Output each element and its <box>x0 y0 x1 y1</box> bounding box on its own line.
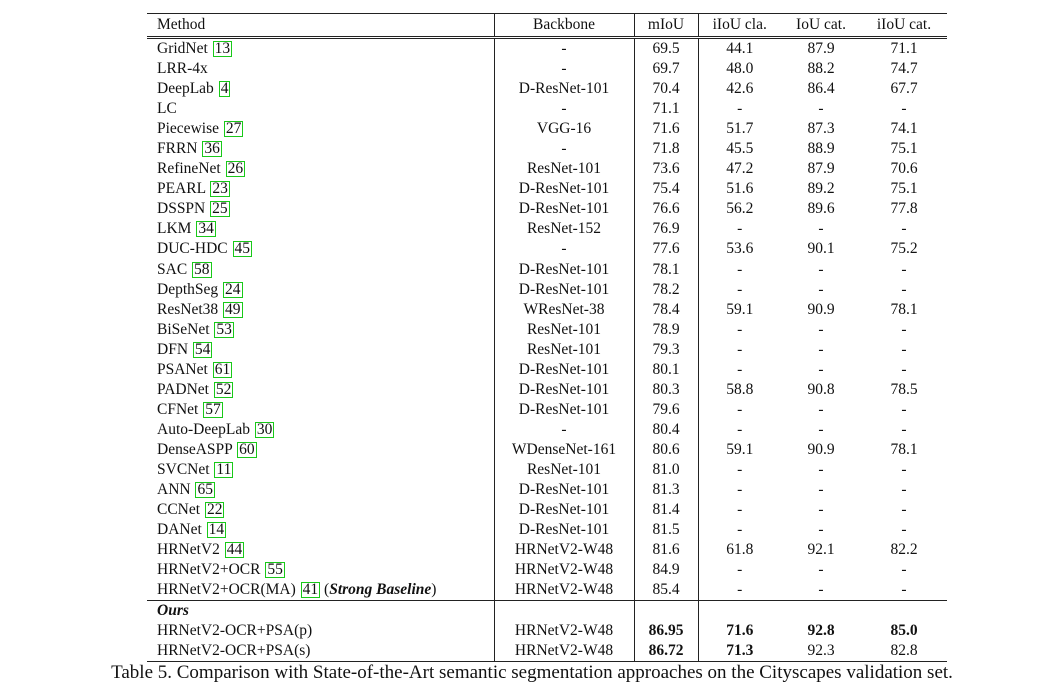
method-name: DFN <box>157 340 189 358</box>
iiou-cla-cell: 42.6 <box>726 80 754 98</box>
iou-cat-cell: 90.9 <box>807 300 835 318</box>
strong-baseline-label: Strong Baseline <box>329 581 432 599</box>
table-caption: Table 5. Comparison with State-of-the-Art semantic segmentation approaches on the Cityscapes validation set. <box>111 662 953 683</box>
backbone-cell: - <box>494 420 634 440</box>
iiou-cla-cell: - <box>737 340 743 358</box>
iiou-cla-cell: - <box>737 400 743 418</box>
miou-cell: 85.4 <box>634 580 698 601</box>
iiou-cat-cell: 78.1 <box>890 440 918 458</box>
results-table <box>147 13 947 662</box>
method-name: DSSPN <box>157 200 206 218</box>
iiou-cat-cell: - <box>901 100 907 118</box>
iiou-cla-cell: - <box>737 481 743 499</box>
method-cell <box>147 320 494 340</box>
method-cell <box>147 38 494 60</box>
citation-link[interactable]: 36 <box>204 140 220 158</box>
iou-cat-cell: 90.8 <box>807 380 835 398</box>
backbone-cell: D-ResNet-101 <box>494 280 634 300</box>
method-name: DepthSeg <box>157 280 219 298</box>
method-name: RefineNet <box>157 160 221 178</box>
iiou-cat-cell: - <box>901 581 907 599</box>
iiou-cat-cell: - <box>901 220 907 238</box>
backbone-cell: D-ResNet-101 <box>494 199 634 219</box>
method-name: HRNetV2+OCR <box>157 561 261 579</box>
table-row <box>147 400 947 420</box>
suffix-close-paren: ) <box>431 581 437 599</box>
method-cell <box>147 219 494 239</box>
iiou-cat-cell: - <box>901 521 907 539</box>
backbone-cell: D-ResNet-101 <box>494 380 634 400</box>
method-cell <box>147 260 494 280</box>
backbone-cell: HRNetV2-W48 <box>494 560 634 580</box>
backbone-cell: WDenseNet-161 <box>494 440 634 460</box>
backbone-cell: ResNet-101 <box>494 159 634 179</box>
iou-cat-cell: - <box>818 400 824 418</box>
header-method: Method <box>147 14 494 38</box>
iou-cat-cell: 90.9 <box>807 440 835 458</box>
miou-cell: 73.6 <box>634 159 698 179</box>
miou-cell: 81.3 <box>634 480 698 500</box>
iiou-cat-cell: 82.8 <box>890 642 918 660</box>
table-row <box>147 540 947 560</box>
iiou-cat-cell: 67.7 <box>890 80 918 98</box>
citation-link[interactable]: 65 <box>197 481 213 499</box>
backbone-cell: D-ResNet-101 <box>494 520 634 540</box>
citation-link[interactable]: 44 <box>226 541 243 559</box>
iiou-cat-cell: 74.7 <box>890 60 918 78</box>
miou-cell: 71.6 <box>634 119 698 139</box>
iiou-cla-cell: - <box>737 280 743 298</box>
method-cell <box>147 199 494 219</box>
miou-cell: 71.8 <box>634 139 698 159</box>
table-row <box>147 500 947 520</box>
citation-link[interactable]: 55 <box>267 561 283 579</box>
miou-cell: 80.1 <box>634 360 698 380</box>
method-name: DenseASPP <box>157 440 233 458</box>
table-row <box>147 380 947 400</box>
method-name: GridNet <box>157 40 208 58</box>
table-row <box>147 480 947 500</box>
table-row <box>147 119 947 139</box>
table-row <box>147 219 947 239</box>
method-cell <box>147 380 494 400</box>
citation-link[interactable]: 27 <box>225 120 242 138</box>
backbone-cell: HRNetV2-W48 <box>494 540 634 560</box>
citation-link[interactable]: 45 <box>234 240 250 258</box>
miou-cell: 79.6 <box>634 400 698 420</box>
iou-cat-cell: 90.1 <box>807 240 835 258</box>
miou-cell: 70.4 <box>634 79 698 99</box>
method-name: CCNet <box>157 501 201 519</box>
table-row <box>147 159 947 179</box>
citation-link[interactable]: 53 <box>216 320 232 338</box>
table-row <box>147 320 947 340</box>
iiou-cla-cell: 71.6 <box>726 622 754 640</box>
iou-cat-cell: 89.2 <box>807 180 835 198</box>
table-row <box>147 300 947 320</box>
backbone-cell: D-ResNet-101 <box>494 480 634 500</box>
citation-link[interactable]: 22 <box>206 501 223 519</box>
method-name: FRRN <box>157 140 198 158</box>
method-name: HRNetV2+OCR(MA) <box>157 581 296 599</box>
iou-cat-cell: - <box>818 461 824 478</box>
iou-cat-cell: 86.4 <box>807 80 835 98</box>
iou-cat-cell: 92.3 <box>807 642 835 660</box>
iiou-cat-cell: 78.1 <box>890 300 918 318</box>
backbone-cell: - <box>494 59 634 79</box>
iiou-cat-cell: 75.1 <box>890 140 918 158</box>
method-name: DeepLab <box>157 80 214 98</box>
citation-link[interactable]: 14 <box>208 521 225 539</box>
iiou-cla-cell: 59.1 <box>726 300 754 318</box>
iiou-cat-cell: 70.6 <box>890 160 918 178</box>
iiou-cla-cell: - <box>737 360 743 378</box>
iou-cat-cell: - <box>818 220 824 238</box>
iiou-cla-cell: 44.1 <box>726 40 754 58</box>
method-cell <box>147 580 494 601</box>
method-cell <box>147 500 494 520</box>
iou-cat-cell: - <box>818 100 824 118</box>
method-name: BiSeNet <box>157 320 210 338</box>
iiou-cat-cell: - <box>901 340 907 358</box>
iiou-cla-cell: 61.8 <box>726 541 754 559</box>
miou-cell: 86.72 <box>634 641 698 662</box>
citation-link[interactable]: 11 <box>216 461 232 478</box>
ours-label: Ours <box>157 602 189 620</box>
backbone-cell: HRNetV2-W48 <box>494 580 634 601</box>
results-table-container <box>147 13 947 662</box>
miou-cell: 81.5 <box>634 520 698 540</box>
method-cell <box>147 460 494 480</box>
method-name: LC <box>157 100 177 118</box>
table-body <box>147 38 947 601</box>
method-name: DANet <box>157 521 202 539</box>
citation-link[interactable]: 34 <box>198 220 214 238</box>
miou-cell: 81.6 <box>634 540 698 560</box>
citation-link[interactable]: 52 <box>215 380 232 398</box>
iou-cat-cell: - <box>818 260 824 278</box>
table-row <box>147 340 947 360</box>
method-name: DUC-HDC <box>157 240 228 258</box>
iiou-cla-cell: - <box>737 320 743 338</box>
iiou-cla-cell: 71.3 <box>726 642 754 660</box>
table-row <box>147 420 947 440</box>
method-name: HRNetV2 <box>157 541 220 559</box>
iiou-cla-cell: - <box>737 581 743 599</box>
iiou-cat-cell: 75.2 <box>890 240 918 258</box>
method-cell <box>147 340 494 360</box>
iou-cat-cell: 88.9 <box>807 140 835 158</box>
miou-cell: 76.6 <box>634 199 698 219</box>
miou-cell: 78.9 <box>634 320 698 340</box>
citation-link[interactable]: 58 <box>194 260 210 278</box>
backbone-cell: VGG-16 <box>494 119 634 139</box>
iiou-cla-cell: 47.2 <box>726 160 754 178</box>
method-cell <box>147 520 494 540</box>
iiou-cat-cell: - <box>901 260 907 278</box>
iou-cat-cell: 88.2 <box>807 60 835 78</box>
iiou-cla-cell: 58.8 <box>726 380 754 398</box>
method-name: PEARL <box>157 180 206 198</box>
miou-cell: 75.4 <box>634 179 698 199</box>
backbone-cell: HRNetV2-W48 <box>494 641 634 662</box>
method-cell <box>147 179 494 199</box>
table-row <box>147 38 947 60</box>
backbone-cell: D-ResNet-101 <box>494 179 634 199</box>
table-row <box>147 199 947 219</box>
backbone-cell: WResNet-38 <box>494 300 634 320</box>
iou-cat-cell: 87.3 <box>807 120 835 138</box>
method-name: PSANet <box>157 360 208 378</box>
citation-link[interactable]: 26 <box>227 160 244 178</box>
miou-cell: 77.6 <box>634 239 698 259</box>
citation-link[interactable]: 49 <box>225 300 241 318</box>
miou-cell: 81.4 <box>634 500 698 520</box>
iiou-cat-cell: 82.2 <box>890 541 918 559</box>
miou-cell: 76.9 <box>634 219 698 239</box>
iou-cat-cell: - <box>818 561 824 579</box>
header-iou-cat: IoU cat. <box>796 16 846 33</box>
method-cell <box>147 139 494 159</box>
method-name: SVCNet <box>157 461 210 478</box>
iiou-cat-cell: - <box>901 501 907 519</box>
iou-cat-cell: 92.1 <box>807 541 835 559</box>
iou-cat-cell: 87.9 <box>807 160 835 178</box>
iou-cat-cell: - <box>818 340 824 358</box>
method-cell <box>147 239 494 259</box>
iou-cat-cell: - <box>818 420 824 438</box>
method-cell <box>147 280 494 300</box>
citation-link[interactable]: 25 <box>212 200 228 218</box>
method-name: PADNet <box>157 380 209 398</box>
iiou-cat-cell: - <box>901 360 907 378</box>
ours-row-psa-p <box>147 621 947 641</box>
iiou-cla-cell: - <box>737 501 743 519</box>
table-row <box>147 560 947 580</box>
method-name: ANN <box>157 481 191 499</box>
method-cell <box>147 400 494 420</box>
ours-row-psa-s <box>147 641 947 662</box>
iiou-cat-cell: - <box>901 280 907 298</box>
iiou-cla-cell: - <box>737 100 743 118</box>
iou-cat-cell: - <box>818 481 824 499</box>
miou-cell: 81.0 <box>634 460 698 480</box>
miou-cell: 80.6 <box>634 440 698 460</box>
method-cell <box>147 99 494 119</box>
iiou-cla-cell: - <box>737 220 743 238</box>
ours-section <box>147 601 947 662</box>
method-cell <box>147 540 494 560</box>
backbone-cell: D-ResNet-101 <box>494 260 634 280</box>
method-cell <box>147 480 494 500</box>
iiou-cat-cell: - <box>901 461 907 478</box>
miou-cell: 79.3 <box>634 340 698 360</box>
table-row <box>147 99 947 119</box>
citation-link[interactable]: 30 <box>256 420 273 438</box>
table-row <box>147 139 947 159</box>
method-name: Piecewise <box>157 120 219 138</box>
citation-link[interactable]: 61 <box>214 360 231 378</box>
miou-cell: 78.1 <box>634 260 698 280</box>
iiou-cat-cell: 85.0 <box>890 622 918 640</box>
method-cell <box>147 360 494 380</box>
method-cell <box>147 560 494 580</box>
citation-link[interactable]: 24 <box>225 280 241 298</box>
table-header <box>147 14 947 38</box>
header-row <box>147 14 947 38</box>
iiou-cla-cell: 53.6 <box>726 240 754 258</box>
table-row <box>147 360 947 380</box>
iiou-cla-cell: - <box>737 461 743 478</box>
table-row <box>147 280 947 300</box>
method-name: ResNet38 <box>157 300 219 318</box>
miou-cell: 78.2 <box>634 280 698 300</box>
method-cell <box>147 59 494 79</box>
backbone-cell: D-ResNet-101 <box>494 79 634 99</box>
iiou-cla-cell: - <box>737 521 743 539</box>
iou-cat-cell: 92.8 <box>807 622 835 640</box>
miou-cell: 69.7 <box>634 59 698 79</box>
iiou-cla-cell: 45.5 <box>726 140 754 158</box>
citation-link[interactable]: 4 <box>220 80 229 98</box>
method-name: LRR-4x <box>157 60 208 78</box>
citation-link[interactable]: 41 <box>302 581 319 599</box>
iiou-cat-cell: 74.1 <box>890 120 918 138</box>
header-backbone: Backbone <box>494 14 634 38</box>
iou-cat-cell: - <box>818 581 824 599</box>
backbone-cell: - <box>494 139 634 159</box>
backbone-cell: - <box>494 239 634 259</box>
iiou-cla-cell: 48.0 <box>726 60 754 78</box>
backbone-cell: - <box>494 38 634 60</box>
table-row <box>147 239 947 259</box>
method-cell <box>147 300 494 320</box>
iiou-cat-cell: - <box>901 320 907 338</box>
iiou-cat-cell: 71.1 <box>890 40 918 58</box>
iiou-cla-cell: 59.1 <box>726 440 754 458</box>
method-name: LKM <box>157 220 192 238</box>
iiou-cat-cell: - <box>901 481 907 499</box>
iiou-cla-cell: - <box>737 260 743 278</box>
table-row <box>147 59 947 79</box>
suffix-open-paren: ( <box>324 581 330 599</box>
backbone-cell: D-ResNet-101 <box>494 360 634 380</box>
iou-cat-cell: - <box>818 360 824 378</box>
citation-link[interactable]: 13 <box>214 40 231 58</box>
iiou-cla-cell: - <box>737 420 743 438</box>
iou-cat-cell: - <box>818 280 824 298</box>
miou-cell: 84.9 <box>634 560 698 580</box>
iiou-cla-cell: 51.6 <box>726 180 754 198</box>
iiou-cat-cell: 77.8 <box>890 200 918 218</box>
backbone-cell: ResNet-152 <box>494 219 634 239</box>
iou-cat-cell: - <box>818 320 824 338</box>
iiou-cat-cell: 75.1 <box>890 180 918 198</box>
backbone-cell: ResNet-101 <box>494 320 634 340</box>
header-iiou-cat: iIoU cat. <box>876 16 932 33</box>
table-row <box>147 260 947 280</box>
backbone-cell: ResNet-101 <box>494 460 634 480</box>
iiou-cat-cell: - <box>901 400 907 418</box>
iiou-cat-cell: - <box>901 561 907 579</box>
method-cell: HRNetV2-OCR+PSA(s) <box>147 641 494 662</box>
header-iiou-cla: iIoU cla. <box>712 16 767 33</box>
citation-link[interactable]: 23 <box>212 180 228 198</box>
miou-cell: 80.3 <box>634 380 698 400</box>
citation-link[interactable]: 60 <box>239 440 255 458</box>
ours-label-row <box>147 601 947 622</box>
iiou-cat-cell: - <box>901 420 907 438</box>
backbone-cell: HRNetV2-W48 <box>494 621 634 641</box>
table-row <box>147 79 947 99</box>
method-cell <box>147 440 494 460</box>
method-cell <box>147 159 494 179</box>
method-cell <box>147 420 494 440</box>
method-cell <box>147 79 494 99</box>
backbone-cell: - <box>494 99 634 119</box>
miou-cell: 78.4 <box>634 300 698 320</box>
iiou-cla-cell: 51.7 <box>726 120 754 138</box>
method-cell <box>147 119 494 139</box>
method-name: Auto-DeepLab <box>157 420 250 438</box>
miou-cell: 86.95 <box>634 621 698 641</box>
iiou-cla-cell: - <box>737 561 743 579</box>
method-name: SAC <box>157 260 188 278</box>
citation-link[interactable]: 57 <box>205 400 221 418</box>
table-row <box>147 440 947 460</box>
miou-cell: 69.5 <box>634 38 698 60</box>
backbone-cell: ResNet-101 <box>494 340 634 360</box>
citation-link[interactable]: 54 <box>194 340 211 358</box>
method-name: CFNet <box>157 400 199 418</box>
miou-cell: 71.1 <box>634 99 698 119</box>
iou-cat-cell: 87.9 <box>807 40 835 58</box>
method-cell: HRNetV2-OCR+PSA(p) <box>147 621 494 641</box>
table-row <box>147 179 947 199</box>
iiou-cat-cell: 78.5 <box>890 380 918 398</box>
header-miou: mIoU <box>634 14 698 38</box>
table-row <box>147 460 947 480</box>
iiou-cla-cell: 56.2 <box>726 200 754 218</box>
table-row <box>147 580 947 601</box>
iou-cat-cell: 89.6 <box>807 200 835 218</box>
miou-cell: 80.4 <box>634 420 698 440</box>
backbone-cell: D-ResNet-101 <box>494 500 634 520</box>
iou-cat-cell: - <box>818 521 824 539</box>
backbone-cell: D-ResNet-101 <box>494 400 634 420</box>
iou-cat-cell: - <box>818 501 824 519</box>
table-row <box>147 520 947 540</box>
